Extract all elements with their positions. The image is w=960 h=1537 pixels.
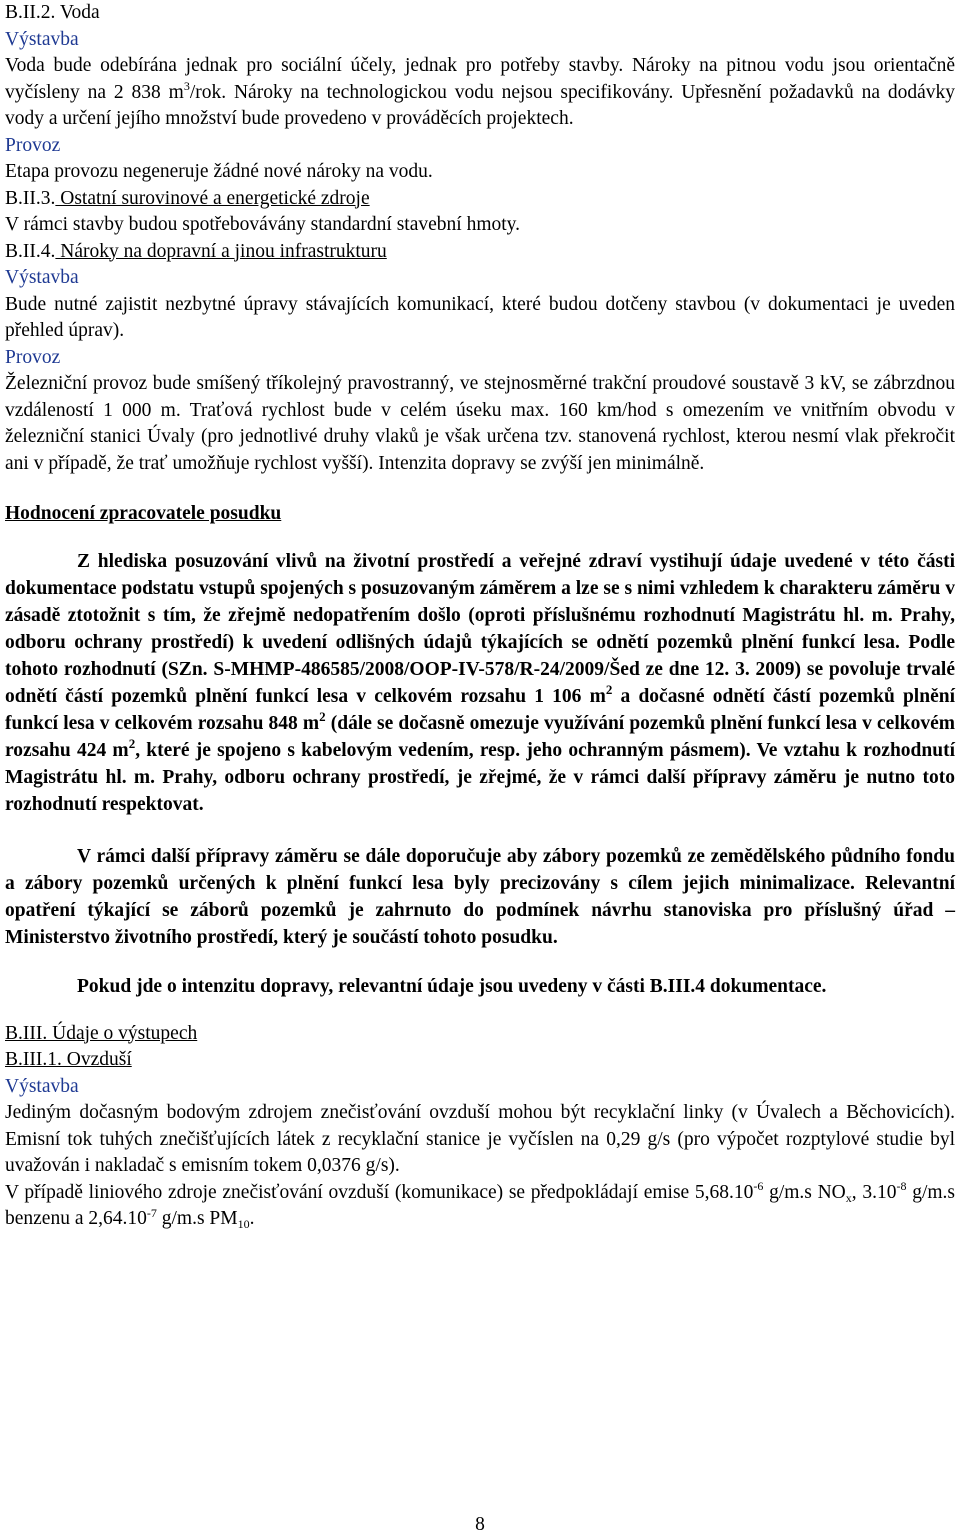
heading-b3: B.III. Údaje o výstupech [5, 1022, 198, 1044]
subscript: 10 [237, 1217, 250, 1232]
heading-b2-2: B.II.2. Voda [5, 2, 100, 23]
text: Voda bude odebírána jednak pro sociální účely, jednak pro potřeby stavby. Nároky na pitnou vodu jsou orientačně vyčísleny na 2 838 m [5, 55, 955, 103]
heading-number: B.II.3. [5, 187, 56, 209]
heading-number: B.II.4. [5, 240, 56, 262]
label-vystavba: Výstavba [5, 267, 79, 288]
heading-b3-1: B.III.1. Ovzduší [5, 1049, 132, 1070]
text: (dále se dočasně omezuje využívání pozemků plnění funkcí lesa v celkovém rozsahu 424 m [5, 712, 955, 761]
label-vystavba: Výstavba [5, 28, 79, 50]
heading-title: Nároky na dopravní a jinou infrastrukturu [55, 240, 387, 262]
text: a dočasné odnětí částí pozemků plnění funkcí lesa v celkovém rozsahu 848 m [5, 685, 955, 734]
text: g/m.s PM [156, 1208, 238, 1229]
text: /rok. Nároky na technologickou vodu nejsou specifikovány. Upřesnění požadavků na dodávky vody a určení jejího množství bude provedeno v prováděcích projektech. [5, 81, 956, 129]
label-vystavba: Výstavba [5, 1075, 79, 1097]
infrastruktura-provoz-paragraph: Železniční provoz bude smíšený tříkolejný pravostranný, ve stejnosměrné trakční proudové soustavě 3 kV, se zábrzdnou vzdáleností 1 000 m. Traťová rychlost bude v celém úseku max. 160 km/hod s omezením ve vnitřním obvodu v železniční stanici Úvaly (pro jednotlivé druhy vlaků je však určena tzv. stanovená rychlost, kterou nesmí vlak překročit ani v případě, že trať umožňuje rychlost vyšší). Intenzita dopravy se zvýší jen minimálně. [5, 373, 955, 474]
superscript: 2 [128, 735, 136, 751]
superscript: 2 [605, 681, 613, 697]
superscript: -8 [896, 1179, 907, 1194]
zdroje-paragraph: V rámci stavby budou spotřebovávány standardní stavební hmoty. [5, 214, 521, 235]
heading-hodnoceni: Hodnocení zpracovatele posudku [5, 503, 282, 524]
ovzdusi-paragraph-2 [5, 1180, 955, 1233]
superscript: 3 [183, 79, 190, 94]
voda-vystavba-paragraph [5, 53, 955, 133]
text: g/m.s NO [763, 1181, 846, 1203]
document-page [5, 0, 955, 1233]
hodnoceni-paragraph-2: V rámci další přípravy záměru se dále doporučuje aby zábory pozemků ze zemědělského půdního fondu a zábory pozemků určených k plnění funkcí lesa byly precizovány s cílem jejich minimalizace. Relevantní opatření týkající se záborů pozemků je zahrnuto do podmínek návrhu stanoviska pro příslušný úřad – Ministerstvo životního prostředí, který je součástí tohoto posudku. [5, 845, 955, 948]
voda-provoz-paragraph: Etapa provozu negeneruje žádné nové nároky na vodu. [5, 161, 433, 182]
heading-b2-3 [5, 186, 955, 213]
text: Z hlediska posuzování vlivů na životní prostředí a veřejné zdraví vystihují údaje uvedené v této části dokumentace podstatu vstupů spojených s posuzovaným záměrem a lze se s nimi vzhledem k charakteru záměru v zásadě ztotožnit s tím, že zřejmě nedopatřením došlo (oproti příslušnému rozhodnutí Magistrátu hl. m. Prahy, odboru ochrany prostředí) k uvedení odlišných údajů týkajících se odnětí pozemků plnění funkcí lesa. Podle tohoto rozhodnutí (SZn. S-MHMP-486585/2008/OOP-IV-578/R-24/2009/Šed ze dne 12. 3. 2009) se povoluje trvalé odnětí částí pozemků plnění funkcí lesa v celkovém rozsahu 1 106 m [5, 550, 955, 707]
page-number: 8 [475, 1514, 485, 1535]
heading-b2-4 [5, 239, 955, 266]
text: V případě liniového zdroje znečisťování ovzduší (komunikace) se předpokládají emise 5,68.10 [5, 1181, 754, 1203]
hodnoceni-paragraph-3: Pokud jde o intenzitu dopravy, relevantní údaje jsou uvedeny v části B.III.4 dokumentace. [77, 975, 827, 997]
infrastruktura-vystavba-paragraph: Bude nutné zajistit nezbytné úpravy stávajících komunikací, které budou dotčeny stavbou (v dokumentaci je uveden přehled úprav). [5, 293, 955, 341]
hodnoceni-paragraph-1 [5, 548, 955, 818]
text: , 3.10 [851, 1181, 897, 1203]
subscript: x [845, 1190, 852, 1205]
text: . [249, 1208, 255, 1229]
superscript: -7 [146, 1205, 157, 1220]
ovzdusi-paragraph-1: Jediným dočasným bodovým zdrojem znečisťování ovzduší mohou být recyklační linky (v Úvalech a Běchovicích). Emisní tok tuhých znečišťujících látek z recyklační stanice je vyčíslen na 0,29 g/s (pro výpočet rozptylové studie byl uvažován i nakladač s emisním tokem 0,0376 g/s). [5, 1102, 955, 1176]
text: , které je spojeno s kabelovým vedením, resp. jeho ochranným pásmem). Ve vztahu k rozhodnutí Magistrátu hl. m. Prahy, odboru ochrany prostředí, je zřejmé, že v rámci další přípravy záměru je nutno toto rozhodnutí respektovat. [5, 739, 955, 815]
text: g/m.s benzenu a 2,64.10 [5, 1181, 955, 1229]
label-provoz: Provoz [5, 134, 61, 156]
heading-title: Ostatní surovinové a energetické zdroje [55, 187, 370, 209]
superscript: 2 [319, 708, 326, 724]
label-provoz: Provoz [5, 346, 61, 368]
superscript: -6 [753, 1179, 764, 1194]
